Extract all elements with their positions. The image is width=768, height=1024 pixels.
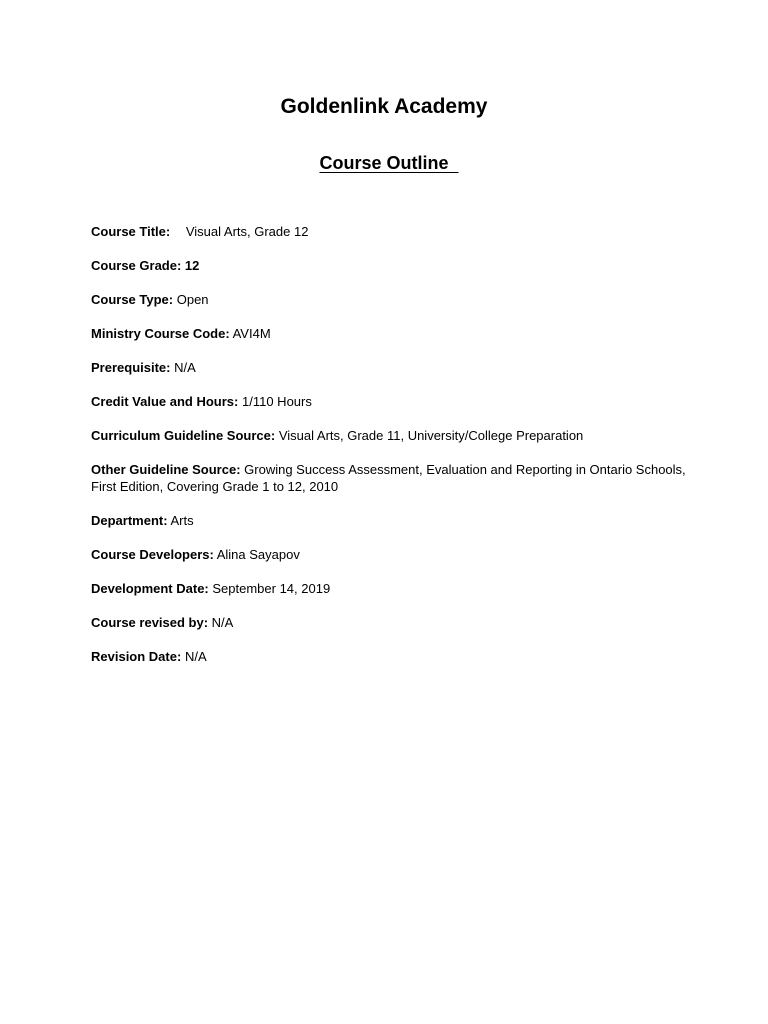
field-credit-value	[91, 393, 691, 410]
field-label: Course Grade: 12	[91, 258, 200, 273]
field-label: Prerequisite:	[91, 360, 171, 375]
field-label: Course Type:	[91, 292, 174, 307]
field-value: N/A	[184, 649, 207, 664]
field-value: Visual Arts, Grade 12	[185, 224, 309, 239]
field-label: Course Developers:	[91, 547, 214, 562]
field-value: Open	[176, 292, 209, 307]
course-info-fields	[91, 223, 691, 682]
field-label: Revision Date:	[91, 649, 182, 664]
field-department	[91, 512, 691, 529]
field-value: N/A	[174, 360, 196, 375]
field-course-grade	[91, 257, 691, 274]
field-revision-date	[91, 648, 691, 665]
field-label: Curriculum Guideline Source:	[91, 428, 276, 443]
field-label: Department:	[91, 513, 168, 528]
field-value: N/A	[211, 615, 234, 630]
field-label: Credit Value and Hours:	[91, 394, 239, 409]
field-prerequisite	[91, 359, 691, 376]
field-course-revised-by	[91, 614, 691, 631]
school-name: Goldenlink Academy	[280, 95, 488, 118]
field-ministry-course-code	[91, 325, 691, 342]
field-label: Development Date:	[91, 581, 209, 596]
field-course-type	[91, 291, 691, 308]
field-value: Alina Sayapov	[216, 547, 300, 562]
field-other-guideline	[91, 461, 691, 495]
document-title: Course Outline	[319, 153, 459, 173]
field-course-title	[91, 223, 691, 240]
field-label: Ministry Course Code:	[91, 326, 230, 341]
field-value: AVI4M	[232, 326, 271, 341]
field-course-developers	[91, 546, 691, 563]
field-value: 1/110 Hours	[242, 394, 312, 409]
field-value: Visual Arts, Grade 11, University/College Preparation	[278, 428, 584, 443]
field-value: Arts	[170, 513, 194, 528]
field-label: Course revised by:	[91, 615, 209, 630]
field-curriculum-guideline	[91, 427, 691, 444]
field-development-date	[91, 580, 691, 597]
field-label: Course Title:	[91, 224, 171, 239]
field-value: Growing Success Assessment, Evaluation and Reporting in Ontario Schools, First Edition, Covering Grade 1 to 12, 2010	[91, 462, 686, 494]
field-label: Other Guideline Source:	[91, 462, 241, 477]
field-value: September 14, 2019	[212, 581, 331, 596]
